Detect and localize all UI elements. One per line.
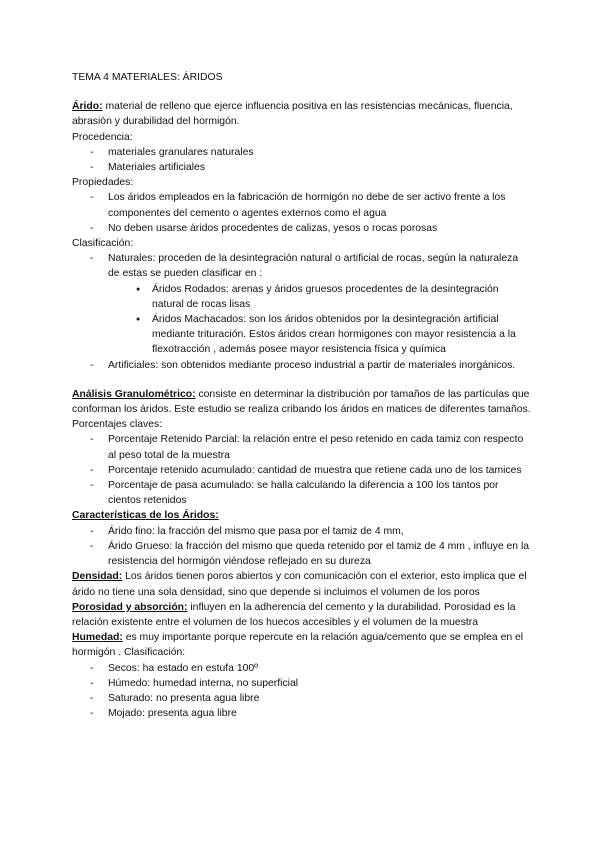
arido-definition: material de relleno que ejerce influencia positiva en las resistencias mecánicas, fluencia, abrasión y durabilidad del hormigón. (72, 101, 513, 128)
porcentajes-label: Porcentajes claves: (72, 419, 163, 431)
arido-term: Árido: (72, 101, 103, 113)
humedad-term: Humedad: (72, 632, 123, 644)
list-item: - materiales granulares naturales (72, 145, 532, 160)
arido-paragraph (72, 99, 532, 129)
naturales-sublist (108, 282, 532, 358)
clasificacion-list (72, 251, 532, 373)
porosidad-paragraph (72, 600, 532, 630)
caracteristicas-heading (72, 508, 532, 523)
humedad-definition: es muy importante porque repercute en la relación agua/cemento que se emplea en el hormigón . Clasificación: (72, 632, 524, 659)
porosidad-term: Porosidad y absorción: (72, 601, 188, 613)
procedencia-list (72, 145, 532, 175)
humedad-list (72, 661, 532, 722)
naturales-text: Naturales: proceden de la desintegración natural o artificial de rocas, según la naturaleza de estas se pueden clasificar en : (108, 253, 519, 280)
granulometrico-definition: consiste en determinar la distribución por tamaños de las partículas que conforman los áridos. Este estudio se realiza cribando los áridos en matices de diferentes tamaños. (72, 388, 531, 416)
humedad-paragraph (72, 630, 532, 660)
list-item: - Árido fino: la fracción del mismo que pasa por el tamiz de 4 mm, (72, 524, 532, 539)
densidad-definition: Los áridos tienen poros abiertos y con comunicación con el exterior, esto implica que el árido no tiene una sola densidad, sino que depende si incluimos el volumen de los poros (72, 571, 527, 598)
list-item: - Porcentaje de pasa acumulado: se halla calculando la diferencia a 100 los tantos por cientos retenidos (72, 478, 532, 508)
document-title: TEMA 4 MATERIALES: ÁRIDOS (72, 72, 223, 83)
list-item: ● Áridos Rodados: arenas y áridos gruesos procedentes de la desintegración natural de rocas lisas (108, 282, 532, 312)
list-item: - Árido Grueso: la fracción del mismo que queda retenido por el tamiz de 4 mm , influye en la resistencia del hormigón viéndose reflejado en su dureza (72, 539, 532, 569)
granulometrico-term: Análisis Granulométrico: (72, 388, 196, 400)
list-item: - Los áridos empleados en la fabricación de hormigón no debe de ser activo frente a los componentes del cemento o agentes externos como el agua (72, 190, 532, 220)
clasificacion-label: Clasificación: (72, 238, 134, 250)
granulometrico-paragraph (72, 387, 532, 417)
list-item (72, 251, 532, 357)
densidad-paragraph (72, 569, 532, 599)
document-page (72, 70, 532, 721)
list-item: - Porcentaje Retenido Parcial: la relación entre el peso retenido en cada tamiz con respecto al peso total de la muestra (72, 432, 532, 462)
list-item: - Materiales artificiales (72, 160, 532, 175)
list-item: - Mojado: presenta agua libre (72, 706, 532, 721)
list-item: - No deben usarse áridos procedentes de calizas, yesos o rocas porosas (72, 221, 532, 236)
list-item: - Artificiales: son obtenidos mediante proceso industrial a partir de materiales inorgánicos. (72, 358, 532, 373)
propiedades-label: Propiedades: (72, 177, 134, 189)
caracteristicas-term: Características de los Áridos: (72, 510, 219, 522)
porcentajes-list (72, 432, 532, 508)
list-item: ● Áridos Machacados: son los áridos obtenidos por la desintegración artificial mediante trituración. Estos áridos crean hormigones con mayor resistencia a la flexotracción , además posee mayor resistencia física y química (108, 312, 532, 358)
porosidad-definition: influyen en la adherencia del cemento y la durabilidad. Porosidad es la relación existente entre el volumen de los huecos accesibles y el volumen de la muestra (72, 601, 516, 628)
densidad-term: Densidad: (72, 571, 123, 583)
list-item: - Secos: ha estado en estufa 100º (72, 661, 532, 676)
list-item: - Porcentaje retenido acumulado: cantidad de muestra que retiene cada uno de los tamices (72, 463, 532, 478)
propiedades-list (72, 190, 532, 236)
list-item: - Saturado: no presenta agua libre (72, 691, 532, 706)
caracteristicas-list (72, 524, 532, 570)
list-item: - Húmedo: humedad interna, no superficial (72, 676, 532, 691)
procedencia-label: Procedencia: (72, 131, 133, 143)
